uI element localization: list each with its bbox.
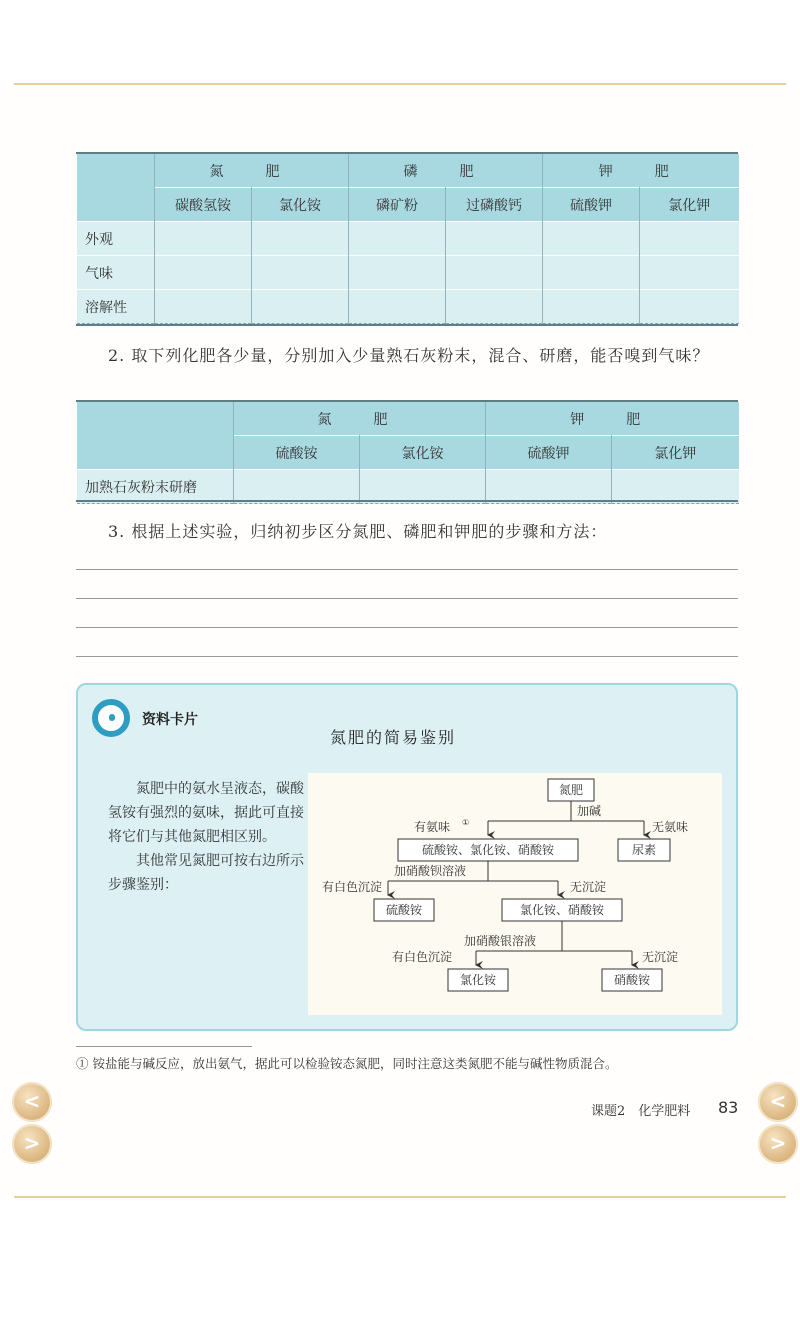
- info-card-icon: [92, 699, 130, 737]
- table1-col-header: 硫酸钾: [543, 188, 640, 222]
- table-lime-grinding-test: [76, 402, 739, 504]
- table2-col-header: 氯化铵: [360, 436, 486, 470]
- flow-step3: 加硝酸银溶液: [464, 934, 537, 948]
- footnote-rule: [76, 1046, 252, 1047]
- question-3: 3. 根据上述实验，归纳初步区分氮肥、磷肥和钾肥的步骤和方法：: [108, 522, 608, 541]
- info-card-paragraph: 其他常见氮肥可按右边所示步骤鉴别：: [108, 853, 304, 893]
- table1-col-header: 氯化钾: [640, 188, 739, 222]
- chapter-label: 课题2 化学肥料: [591, 1104, 691, 1119]
- page-number: 83: [718, 1098, 739, 1117]
- flow-step1: 加碱: [577, 804, 602, 818]
- table1-corner: [77, 154, 155, 222]
- flowchart-svg: [308, 773, 722, 1015]
- table-fertilizer-observation: [76, 154, 739, 324]
- table-cell: [252, 256, 349, 290]
- table2-group-potassium: 钾 肥: [486, 402, 739, 436]
- table2-row-label: 加熟石灰粉末研磨: [77, 470, 234, 504]
- flow-box-c: 硫酸铵: [385, 903, 423, 917]
- top-rule: [14, 83, 786, 85]
- flow-right2: 无沉淀: [570, 880, 607, 894]
- table1-row-label: 溶解性: [77, 290, 155, 324]
- table-cell: [543, 222, 640, 256]
- info-card-title: 氮肥的简易鉴别: [330, 728, 457, 747]
- table1-group-potassium: 钾 肥: [543, 154, 739, 188]
- table1-row-label: 外观: [77, 222, 155, 256]
- table2-group-nitrogen: 氮 肥: [234, 402, 486, 436]
- table-cell: [446, 222, 543, 256]
- flow-left2: 有白色沉淀: [322, 880, 383, 894]
- table1-col-header: 过磷酸钙: [446, 188, 543, 222]
- table-cell: [360, 470, 486, 504]
- table1-group-nitrogen: 氮 肥: [155, 154, 349, 188]
- table-cell: [234, 470, 360, 504]
- table-row: [77, 470, 739, 504]
- table2-corner: [77, 402, 234, 470]
- answer-line[interactable]: [76, 656, 738, 657]
- table-cell: [543, 256, 640, 290]
- info-card-paragraph: 氮肥中的氨水呈液态，碳酸氢铵有强烈的氨味，据此可直接将它们与其他氮肥相区别。: [108, 781, 304, 845]
- table-cell: [640, 290, 739, 324]
- table-cell: [349, 222, 446, 256]
- table-cell: [446, 256, 543, 290]
- flow-box-a: 硫酸铵、氯化铵、硝酸铵: [421, 843, 555, 857]
- table-cell: [155, 256, 252, 290]
- flow-box-f: 硝酸铵: [613, 973, 651, 987]
- prev-page-button[interactable]: <: [12, 1082, 52, 1122]
- prev-page-button-right[interactable]: <: [758, 1082, 798, 1122]
- table-cell: [155, 290, 252, 324]
- table-row: [77, 222, 739, 256]
- answer-line[interactable]: [76, 627, 738, 628]
- table-cell: [252, 290, 349, 324]
- info-card-label: 资料卡片: [142, 712, 198, 728]
- table1-group-phosphorus: 磷 肥: [349, 154, 543, 188]
- question-2: 2. 取下列化肥各少量，分别加入少量熟石灰粉末，混合、研磨，能否嗅到气味？: [108, 346, 710, 365]
- next-page-button[interactable]: >: [12, 1124, 52, 1164]
- table-cell: [486, 470, 612, 504]
- table1-col-header: 磷矿粉: [349, 188, 446, 222]
- answer-line[interactable]: [76, 569, 738, 570]
- table-cell: [252, 222, 349, 256]
- table-cell: [349, 256, 446, 290]
- flow-left1: 有氨味: [414, 820, 451, 834]
- flow-root: 氮肥: [558, 783, 584, 797]
- identification-flowchart: [308, 773, 722, 1015]
- footnote: ① 铵盐能与碱反应，放出氨气，据此可以检验铵态氮肥，同时注意这类氮肥不能与碱性物质混合。: [76, 1056, 618, 1071]
- table-row: [77, 290, 739, 324]
- flow-left3: 有白色沉淀: [392, 950, 453, 964]
- table-row: [77, 256, 739, 290]
- bottom-rule: [14, 1196, 786, 1198]
- table2-col-header: 氯化钾: [612, 436, 739, 470]
- table1-col-header: 氯化铵: [252, 188, 349, 222]
- table-cell: [446, 290, 543, 324]
- table2-bottom-rule: [76, 500, 738, 502]
- flow-step2: 加硝酸钡溶液: [394, 864, 467, 878]
- info-card-text: [108, 777, 308, 897]
- table1-row-label: 气味: [77, 256, 155, 290]
- table1-col-header: 碳酸氢铵: [155, 188, 252, 222]
- table-cell: [640, 222, 739, 256]
- flow-box-e: 氯化铵: [459, 973, 497, 987]
- flow-footnote-mark: ①: [462, 818, 470, 827]
- flow-box-d: 氯化铵、硝酸铵: [519, 903, 605, 917]
- table2-col-header: 硫酸铵: [234, 436, 360, 470]
- flow-box-b: 尿素: [631, 843, 657, 857]
- table-cell: [543, 290, 640, 324]
- flow-right1: 无氨味: [652, 820, 689, 834]
- table2-col-header: 硫酸钾: [486, 436, 612, 470]
- table-cell: [349, 290, 446, 324]
- table1-bottom-rule: [76, 324, 738, 326]
- table-cell: [155, 222, 252, 256]
- info-card: [76, 683, 738, 1031]
- table-cell: [640, 256, 739, 290]
- table-cell: [612, 470, 739, 504]
- next-page-button-right[interactable]: >: [758, 1124, 798, 1164]
- answer-line[interactable]: [76, 598, 738, 599]
- flow-right3: 无沉淀: [642, 950, 679, 964]
